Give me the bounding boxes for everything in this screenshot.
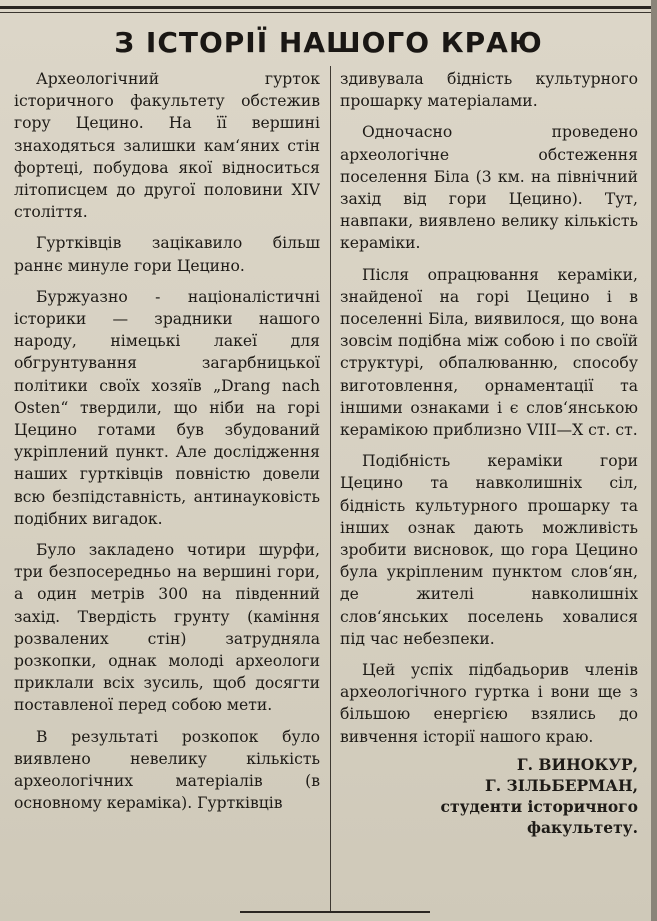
paragraph: Буржуазно - націоналістичні історики — зрадники нашого народу, німецькі лакеї для обгрунтування загарбницької політики своїх хозяїв „Drang nach Osten“ твердили, що ніби на горі Цецино готами був збудований укріплений пункт. Але дослідження наших гуртківців повністю довели всю безпідставність, антинауковість подібних вигадок.	[14, 287, 320, 528]
top-rule	[0, 6, 657, 9]
author-name: Г. ЗІЛЬБЕРМАН,	[485, 775, 638, 795]
paragraph: Подібність кераміки гори Цецино та навколишніх сіл, бідність культурного прошарку та інших ознак дають можливість зробити висновок, що гора Цецино була укріпленим пунктом слов‘ян, де жителі навколишніх слов‘янських поселень ховалися під час небезпеки.	[340, 452, 638, 648]
bottom-rule	[240, 911, 430, 913]
page-edge	[651, 0, 657, 921]
paragraph: Археологічний гурток історичного факультету обстежив гору Цецино. На її вершині знаходяться залишки кам‘яних стін фортеці, побудова якої відноситься літописцем до другої половини XIV століття.	[14, 70, 320, 222]
paragraph: Цей успіх підбадьорив членів археологічного гуртка і вони ще з більшою енергією взялись до вивчення історії нашого краю.	[340, 661, 638, 746]
right-column	[340, 68, 638, 908]
signature-block	[340, 754, 638, 838]
column-divider	[330, 66, 331, 911]
article-title: З ІСТОРІЇ НАШОГО КРАЮ	[114, 26, 543, 59]
paragraph: В результаті розкопок було виявлено невелику кількість археологічних матеріалів (в основному кераміка). Гуртківців	[14, 727, 320, 813]
paragraph: Після опрацювання кераміки, знайденої на горі Цецино і в поселенні Біла, виявилося, що вона зовсім подібна між собою і по своїй структурі, обпалюванню, способу виготовлення, орнаментації та іншими ознаками і є слов‘янською керамікою приблизно VIII—X ст. ст.	[340, 265, 638, 440]
left-column	[14, 68, 320, 908]
paragraph: здивувала бідність культурного прошарку матеріалами.	[340, 70, 638, 111]
author-name: Г. ВИНОКУР,	[516, 754, 638, 774]
paragraph: Було закладено чотири шурфи, три безпосередньо на вершині гори, а один метрів 300 на південний захід. Твердість грунту (каміння розвалених стін) затрудняла розкопки, однак молоді археологи приклали всіх зусиль, щоб досягти поставленої перед собою мети.	[14, 541, 320, 715]
top-rule-thin	[0, 12, 657, 13]
paragraph: Гуртківців зацікавило більш раннє минуле гори Цецино.	[14, 234, 320, 275]
author-role: студенти історичного	[440, 796, 638, 816]
paragraph: Одночасно проведено археологічне обстеження поселення Біла (3 км. на північний захід від гори Цецино). Тут, навпаки, виявлено велику кількість кераміки.	[340, 123, 638, 253]
author-role: факультету.	[527, 817, 638, 837]
